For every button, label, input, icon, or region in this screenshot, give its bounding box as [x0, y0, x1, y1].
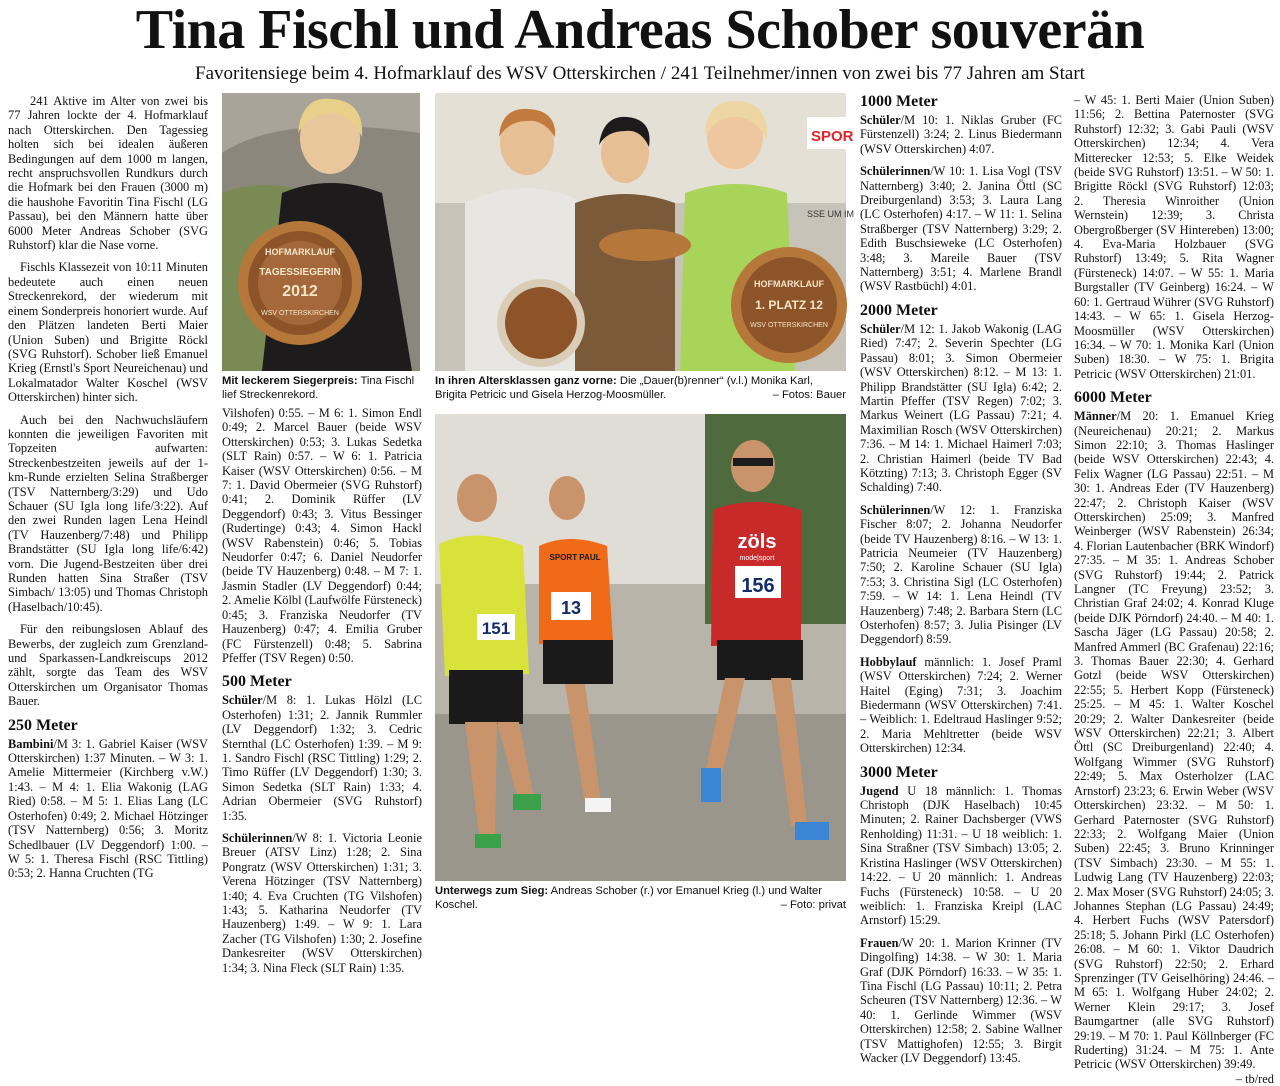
- results-text: – W 45: 1. Berti Maier (Union Suben) 11:56; 2. Bettina Paternoster (SVG Ruhstorf) 12:32; 3. Gabi Pauli (WSV Otterskirchen) 12:34; 4. Vera Mitterecker 12:53; 5. Elke Weidek (beide SVG Ruhstorf) 13:51. – W 50: 1. Brigitte Röckl (SVG Ruhstorf) 12:03; 2. Theresia Winroither (Union Wernstein) 12:39; 3. Christa Obergroßberger (SV Hintereben) 13:00; 4. Eva-Maria Holzbauer (SVG Ruhstorf) 13:49; 5. Rita Wagner (Fürsteneck) 14:07. – W 55: 1. Maria Burgstaller (TV Geinberg) 16:24. – W 60: 1. Gertraud Wührer (SVG Ruhstorf) 14:43. – W 65: 1. Gisela Herzog-Moosmüller (WSV Otterskirchen) 16:34. – W 70: 1. Monika Karl (Union Suben) 18:30. – W 75: 1. Brigita Petricic (WSV Otterskirchen) 21:01.: [1074, 93, 1274, 381]
- paragraph: Auch bei den Nachwuchsläufern konnten die jeweiligen Favoriten mit Topzeiten aufwarten: Streckenbestzeiten jeweils auf der 1-km-Runde erzielten Selina Straßberger (TSV Natternberg/3:29) und Udo Schauer (SU Igla long life/3:22). Auf den zwei Runden lagen Lena Heindl (TV Hauzenberg/7:48) und Philipp Brandstätter (SU Igla long life/6:42) vorn. Die Jugend-Bestzeiten über drei Runden hatten Sina Straßer (TSV Simbach/ 13:05) und Thomas Christoph (Haselbach/10:45).: [8, 412, 208, 614]
- results-text: Jugend U 18 männlich: 1. Thomas Christoph (DJK Haselbach) 10:45 Minuten; 2. Rainer Dachsberger (VWS Renholding) 11:31. – U 18 weiblich: 1. Sina Straßner (TSV Simbach) 13:05; 2. Kristina Haslinger (WSV Otterskirchen) 14:22. – U 20 männlich: 1. Andreas Fuchs (Fürsteneck) 10:58. – U 20 weiblich: 1. Franziska Kreipl (LAC Arnstorf) 15:29.: [860, 783, 1062, 928]
- caption-photo-2: In ihren Altersklassen ganz vorne: Die „Dauer(b)renner“ (v.l.) Monika Karl, Brigita Petricic und Gisela Herzog-Moosmüller. – Fotos: Bauer: [435, 375, 846, 401]
- results-text: Frauen/W 20: 1. Marion Krinner (TV Dingolfing) 14:38. – W 30: 1. Maria Graf (DJK Pörndorf) 16:33. – W 35: 1. Tina Fischl (LG Passau) 10:11; 2. Petra Scheuren (TSV Natternberg) 12:36. – W 40: 1. Gerlinde Wimmer (WSV Otterskirchen) 12:58; 2. Sabine Wallner (TSV Mattighofen) 12:55; 3. Birgit Wacker (LV Deggendorf) 13:45.: [860, 935, 1062, 1065]
- bib-number: 151: [481, 619, 511, 638]
- caption-photo-1: Mit leckerem Siegerpreis: Tina Fischl lief Streckenrekord.: [222, 375, 415, 401]
- column-1: [8, 94, 208, 914]
- banner-text: SSE UM IM: [807, 209, 855, 219]
- bread-text: TAGESSIEGERIN: [259, 267, 341, 278]
- results-text: Schülerinnen/W 10: 1. Lisa Vogl (TSV Natternberg) 3:40; 2. Janina Öttl (SC Dreiburgenland) 3:53; 3. Laura Lang (LC Osterhofen) 4:17. – W 11: 1. Selina Straßberger (TSV Natternberg) 3:29; 2. Edith Buschsieweke (LC Osterhofen) 3:48; 3. Mareile Bauer (TSV Natternberg) 3:51; 4. Marlene Brandl (WSV Rastbüchl) 4:01.: [860, 164, 1062, 294]
- column-5: [860, 93, 1062, 1065]
- section-heading-6000: 6000 Meter: [1074, 389, 1152, 407]
- singlet-text: mode|sport: [739, 555, 775, 562]
- caption-photo-3: Unterwegs zum Sieg: Andreas Schober (r.) vor Emanuel Krieg (l.) und Walter Koschel. – Foto: privat: [435, 885, 846, 911]
- results-text: Schüler/M 8: 1. Lukas Hölzl (LC Osterhofen) 1:31; 2. Jannik Rummler (LV Deggendorf) 1:32; 3. Cedric Sternthal (LC Osterhofen) 1:39. – M 9: 1. Sandro Fischl (RSC Tittling) 1:29; 2. Timo Rüffer (LV Deggendorf) 1:30; 3. Simon Sedetka (SLT Rain) 1:33; 4. Adrian Obermeier (SVG Ruhstorf) 1:35.: [222, 693, 422, 823]
- results-text: Schülerinnen/W 8: 1. Victoria Leonie Breuer (ATSV Linz) 1:28; 2. Sina Pongratz (WSV Otterskirchen) 1:31; 3. Verena Hötzinger (TSV Natternberg) 1:40; 4. Eva Cruchten (TG Vilshofen) 1:43; 5. Katharina Neudorfer (TV Hauzenberg) 1:49. – W 9: 1. Lara Zacher (TG Vilshofen) 1:30; 2. Josefine Dankesreiter (WSV Otterskirchen) 1:34; 3. Nina Fleck (SLT Rain) 1:35.: [222, 830, 422, 975]
- singlet-text: zöls: [737, 531, 777, 553]
- bread-text: HOFMARKLAUF: [754, 279, 824, 289]
- results-text: Schüler/M 12: 1. Jakob Wakonig (LAG Ried) 7:47; 2. Severin Spechter (LG Passau) 8:01; 3. Simon Obermeier (WSV Otterskirchen) 8:12. – M 13: 1. Philipp Brandstätter (SU Igla) 6:42; 2. Martin Pfeffer (TSV Regen) 7:02; 3. Markus Weinert (LG Passau) 7:21; 4. Maximilian Rosch (WSV Otterskirchen) 7:36. – M 14: 1. Michael Haimerl 7:03; 2. Christian Haimerl (beide TV Bad Kötzting) 7:13; 3. Christoph Egger (SV Schalding) 7:40.: [860, 321, 1062, 495]
- column-6: [1074, 93, 1274, 1086]
- bib-number: 13: [560, 598, 582, 618]
- headline: Tina Fischl und Andreas Schober souverän: [135, 0, 1145, 61]
- bread-text: 2012: [282, 283, 318, 300]
- section-heading-500: 500 Meter: [222, 673, 292, 691]
- column-2: [222, 406, 422, 975]
- results-text: Schüler/M 10: 1. Niklas Gruber (FC Fürstenzell) 3:24; 2. Linus Biedermann (WSV Otterskirchen) 4:07.: [860, 113, 1062, 156]
- paragraph: Fischls Klassezeit von 10:11 Minuten bedeutete auch einen neuen Streckenrekord, der wiederum mit einem Sonderpreis honoriert wurde. Auf den Plätzen landeten Berti Maier (Union Suben) und Brigitte Röckl (SVG Ruhstorf). Schober ließ Emanuel Krieg (Ernstl's Sport Neureichenau) und Lokalmatador Walter Koschel (WSV Otterskirchen) hinter sich.: [8, 260, 208, 405]
- paragraph: 241 Aktive im Alter von zwei bis 77 Jahren lockte der 4. Hofmarklauf nach Otterskirchen. Den Tagessieg holten sich bei idealen äußeren Bedingungen auf dem 1000 m langen, recht anspruchsvollen Rundkurs durch die Hofmark bei den Frauen (3000 m) die haushohe Favoritin Tina Fischl (LG Passau), bei den Männern hatte über 6000 Meter Andreas Schober (SVG Ruhstorf) klar die Nase vorne.: [8, 94, 208, 253]
- bread-text: HOFMARKLAUF: [265, 247, 335, 257]
- photo-winner-with-bread: [222, 93, 420, 371]
- paragraph: Für den reibungslosen Ablauf des Bewerbs, der zugleich zum Grenzland- und Sparkassen-Landkreiscups 2012 zählt, sorgte das Team des WSV Otterskirchen um Organisator Thomas Bauer.: [8, 622, 208, 709]
- author-tag: – tb/red: [1235, 1071, 1274, 1086]
- results-text: Männer/M 20: 1. Emanuel Krieg (Neureichenau) 20:21; 2. Markus Simon 22:10; 3. Thomas Haslinger (beide WSV Otterskirchen) 22:43; 4. Felix Wagner (LG Passau) 22:51. – M 30: 1. Andreas Eder (TV Hauzenberg) 22:47; 2. Christoph Kaiser (WSV Otterskirchen) 25:09; 3. Manfred Weinberger (WSV Rabenstein) 26:34; 4. Florian Lautenbacher (BRK Windorf) 27:35. – M 35: 1. Andreas Schober (SVG Ruhstorf) 19:44; 2. Patrick Langner (TC Freyung) 23:52; 3. Christian Graf 24:02; 4. Konrad Kluge (beide DJK Pörndorf) 24:40. – M 40: 1. Sascha Jäger (LG Passau) 20:58; 2. Manfred Ammerl (BC Grafenau) 22:16; 3. Thomas Bauer 22:30; 4. Gerhard Gotzl (beide WSV Otterskirchen) 22:55; 5. Herbert Kopp (Fürsteneck) 25:25. – M 45: 1. Walter Koschel 20:29; 2. Walter Dankesreiter (beide WSV Otterskirchen) 22:21; 3. Albert Öttl (SC Dreiburgenland) 22:40; 4. Wolfgang Wimmer (SVG Ruhstorf) 22:49; 5. Max Osterholzer (LAC Arnstorf) 23:23; 6. Erwin Weber (WSV Otterskirchen) 23:32. – M 50: 1. Gerhard Paternoster (SVG Ruhstorf) 22:33; 2. Wolfgang Maier (Union Suben) 22:45; 3. Bruno Krinninger (TSV Simbach) 23:30. – M 55: 1. Ludwig Lang (TV Hauzenberg) 22:03; 2. Max Moser (SVG Ruhstorf) 24:05; 3. Johannes Stephan (LG Passau) 24:49; 4. Herbert Fuchs (WSV Patersdorf) 25:18; 5. Johann Pirkl (LC Osterhofen) 26:08. – M 60: 1. Viktor Daudrich (SVG Ruhstorf) 22:50; 2. Erhard Sprenzinger (TV Geiselhöring) 24:46. – M 65: 1. Wolfgang Huber 24:02; 2. Werner Klein 29:17; 3. Josef Baumgartner (alle SVG Ruhstorf) 29:19. – M 70: 1. Paul Köllnberger (FC Ruderting) 31:24. – M 75: 1. Ante Petricic (WSV Otterskirchen) 39:49. – tb/red: [1074, 409, 1274, 1086]
- photo-three-women: [435, 93, 855, 371]
- results-text: Hobbylauf männlich: 1. Josef Praml (WSV Otterskirchen) 7:24; 2. Werner Haitel (Eging) 7:31; 3. Joachim Biedermann (WSV Otterskirchen) 7:41. – Weiblich: 1. Edeltraud Haslinger 9:52; 2. Maria Mehltretter (beide WSV Otterskirchen) 12:34.: [860, 654, 1062, 756]
- results-text: Bambini/M 3: 1. Gabriel Kaiser (WSV Otterskirchen) 1:37 Minuten. – W 3: 1. Amelie Mittermeier (Kirchberg v.W.) 1:43. – M 4: 1. Elia Wakonig (LAG Ried) 0:58. – M 5: 1. Elias Lang (LC Osterhofen) 0:49; 2. Michael Hötzinger (TSV Natternberg) 0:56; 3. Moritz Schedlbauer (LV Deggendorf) 1:00. – W 5: 1. Theresa Fischl (RSC Tittling) 0:53; 2. Hanna Cruchten (TG: [8, 736, 208, 881]
- section-heading-2000: 2000 Meter: [860, 301, 938, 319]
- photo-runners: [435, 414, 846, 881]
- bread-text: 1. PLATZ 12: [755, 298, 823, 312]
- bread-text: WSV OTTERSKIRCHEN: [750, 322, 828, 329]
- subheadline: Favoritensiege beim 4. Hofmarklauf des WSV Otterskirchen / 241 Teilnehmer/innen von zwei bis 77 Jahren am Start: [195, 63, 1085, 84]
- results-text: Schülerinnen/W 12: 1. Franziska Fischer 8:07; 2. Johanna Neudorfer (beide TV Hauzenberg) 8:16. – W 13: 1. Patricia Neumeier (TV Hauzenberg) 7:50; 2. Karoline Schauer (SU Igla) 7:53; 3. Christina Sigl (LC Osterhofen) 7:59. – W 14: 1. Lena Heindl (TV Hauzenberg) 7:48; 2. Barbara Stern (LC Osterhofen) 8:57; 3. Julia Pisinger (LV Deggendorf) 8:59.: [860, 502, 1062, 647]
- section-heading-250: 250 Meter: [8, 716, 78, 734]
- bread-text: WSV OTTERSKIRCHEN: [261, 310, 339, 317]
- banner-text: SPOR: [811, 128, 854, 145]
- section-heading-3000: 3000 Meter: [860, 763, 938, 781]
- bib-number: 156: [741, 575, 775, 597]
- singlet-text: SPORT PAUL: [549, 553, 601, 562]
- section-heading-1000: 1000 Meter: [860, 93, 938, 110]
- results-text: Vilshofen) 0:55. – M 6: 1. Simon Endl 0:49; 2. Marcel Bauer (beide WSV Otterskirchen) 0:53; 3. Lukas Sedetka (SLT Rain) 0:57. – W 6: 1. Patricia Kaiser (WSV Otterskirchen) 0:56. – M 7: 1. David Obermeier (SVG Ruhstorf) 0:41; 2. Dominik Rüffer (LV Deggendorf) 0:43; 3. Vitus Bessinger (Rudertinge) 0:43; 4. Simon Hackl (WSV Rabenstein) 0:46; 5. Tobias Neudorfer 0:47; 6. Daniel Neudorfer (beide TV Hauzenberg) 0:48. – M 7: 1. Jasmin Stadler (LV Deggendorf) 0:44; 2. Amelie Kölbl (Laufwölfe Fürsteneck) 0:45; 3. Franziska Neudorfer (TV Hauzenberg) 0:47; 4. Emilia Gruber (FC Fürstenzell) 0:48; 5. Sabrina Pfeffer (TSV Regen) 0:50.: [222, 406, 422, 665]
